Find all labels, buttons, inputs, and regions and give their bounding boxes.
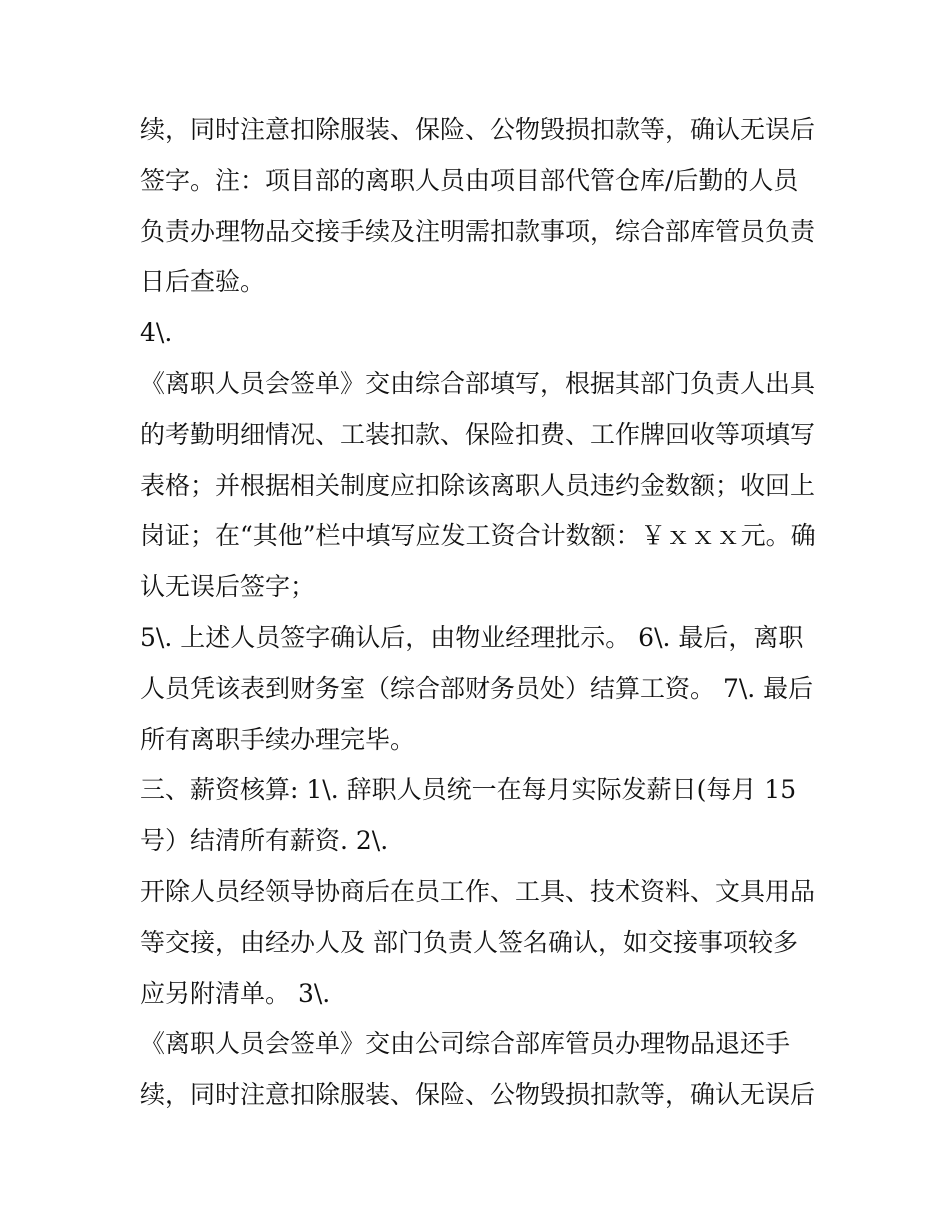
document-body	[140, 105, 820, 1121]
text-line: 应另附清单。 3\.	[140, 978, 331, 1008]
text-line: 4\.	[140, 318, 173, 348]
text-line: 签字。注：项目部的离职人员由项目部代管仓库/后勤的人员	[140, 165, 799, 195]
text-line: 所有离职手续办理完毕。	[140, 724, 416, 754]
text-line: 负责办理物品交接手续及注明需扣款事项，综合部库管员负责	[140, 216, 816, 246]
text-line: 日后查验。	[140, 267, 266, 297]
text-line: 表格；并根据相关制度应扣除该离职人员违约金数额；收回上	[140, 470, 816, 500]
text-line: 的考勤明细情况、工装扣款、保险扣费、工作牌回收等项填写	[140, 419, 816, 449]
text-line: 续，同时注意扣除服装、保险、公物毁损扣款等，确认无误后	[140, 115, 816, 144]
text-line: 等交接，由经办人及 部门负责人签名确认，如交接事项较多	[140, 927, 798, 957]
text-line: 号）结清所有薪资. 2\.	[140, 826, 389, 856]
text-line: 5\. 上述人员签字确认后，由物业经理批示。 6\. 最后，离职	[140, 622, 804, 652]
text-line: 岗证；在“其他”栏中填写应发工资合计数额：￥ｘｘｘ元。确	[140, 521, 816, 551]
text-line: 续，同时注意扣除服装、保险、公物毁损扣款等，确认无误后	[140, 1080, 816, 1110]
text-line: 三、薪资核算: 1\. 辞职人员统一在每月实际发薪日(每月 15	[140, 775, 797, 805]
text-line: 人员凭该表到财务室（综合部财务员处）结算工资。 7\. 最后	[140, 673, 814, 703]
text-line: 《离职人员会签单》交由综合部填写，根据其部门负责人出具	[140, 368, 816, 398]
text-line: 《离职人员会签单》交由公司综合部库管员办理物品退还手	[140, 1029, 791, 1059]
text-line: 开除人员经领导协商后在员工作、工具、技术资料、文具用品	[140, 876, 816, 906]
text-line: 认无误后签字；	[140, 572, 316, 602]
